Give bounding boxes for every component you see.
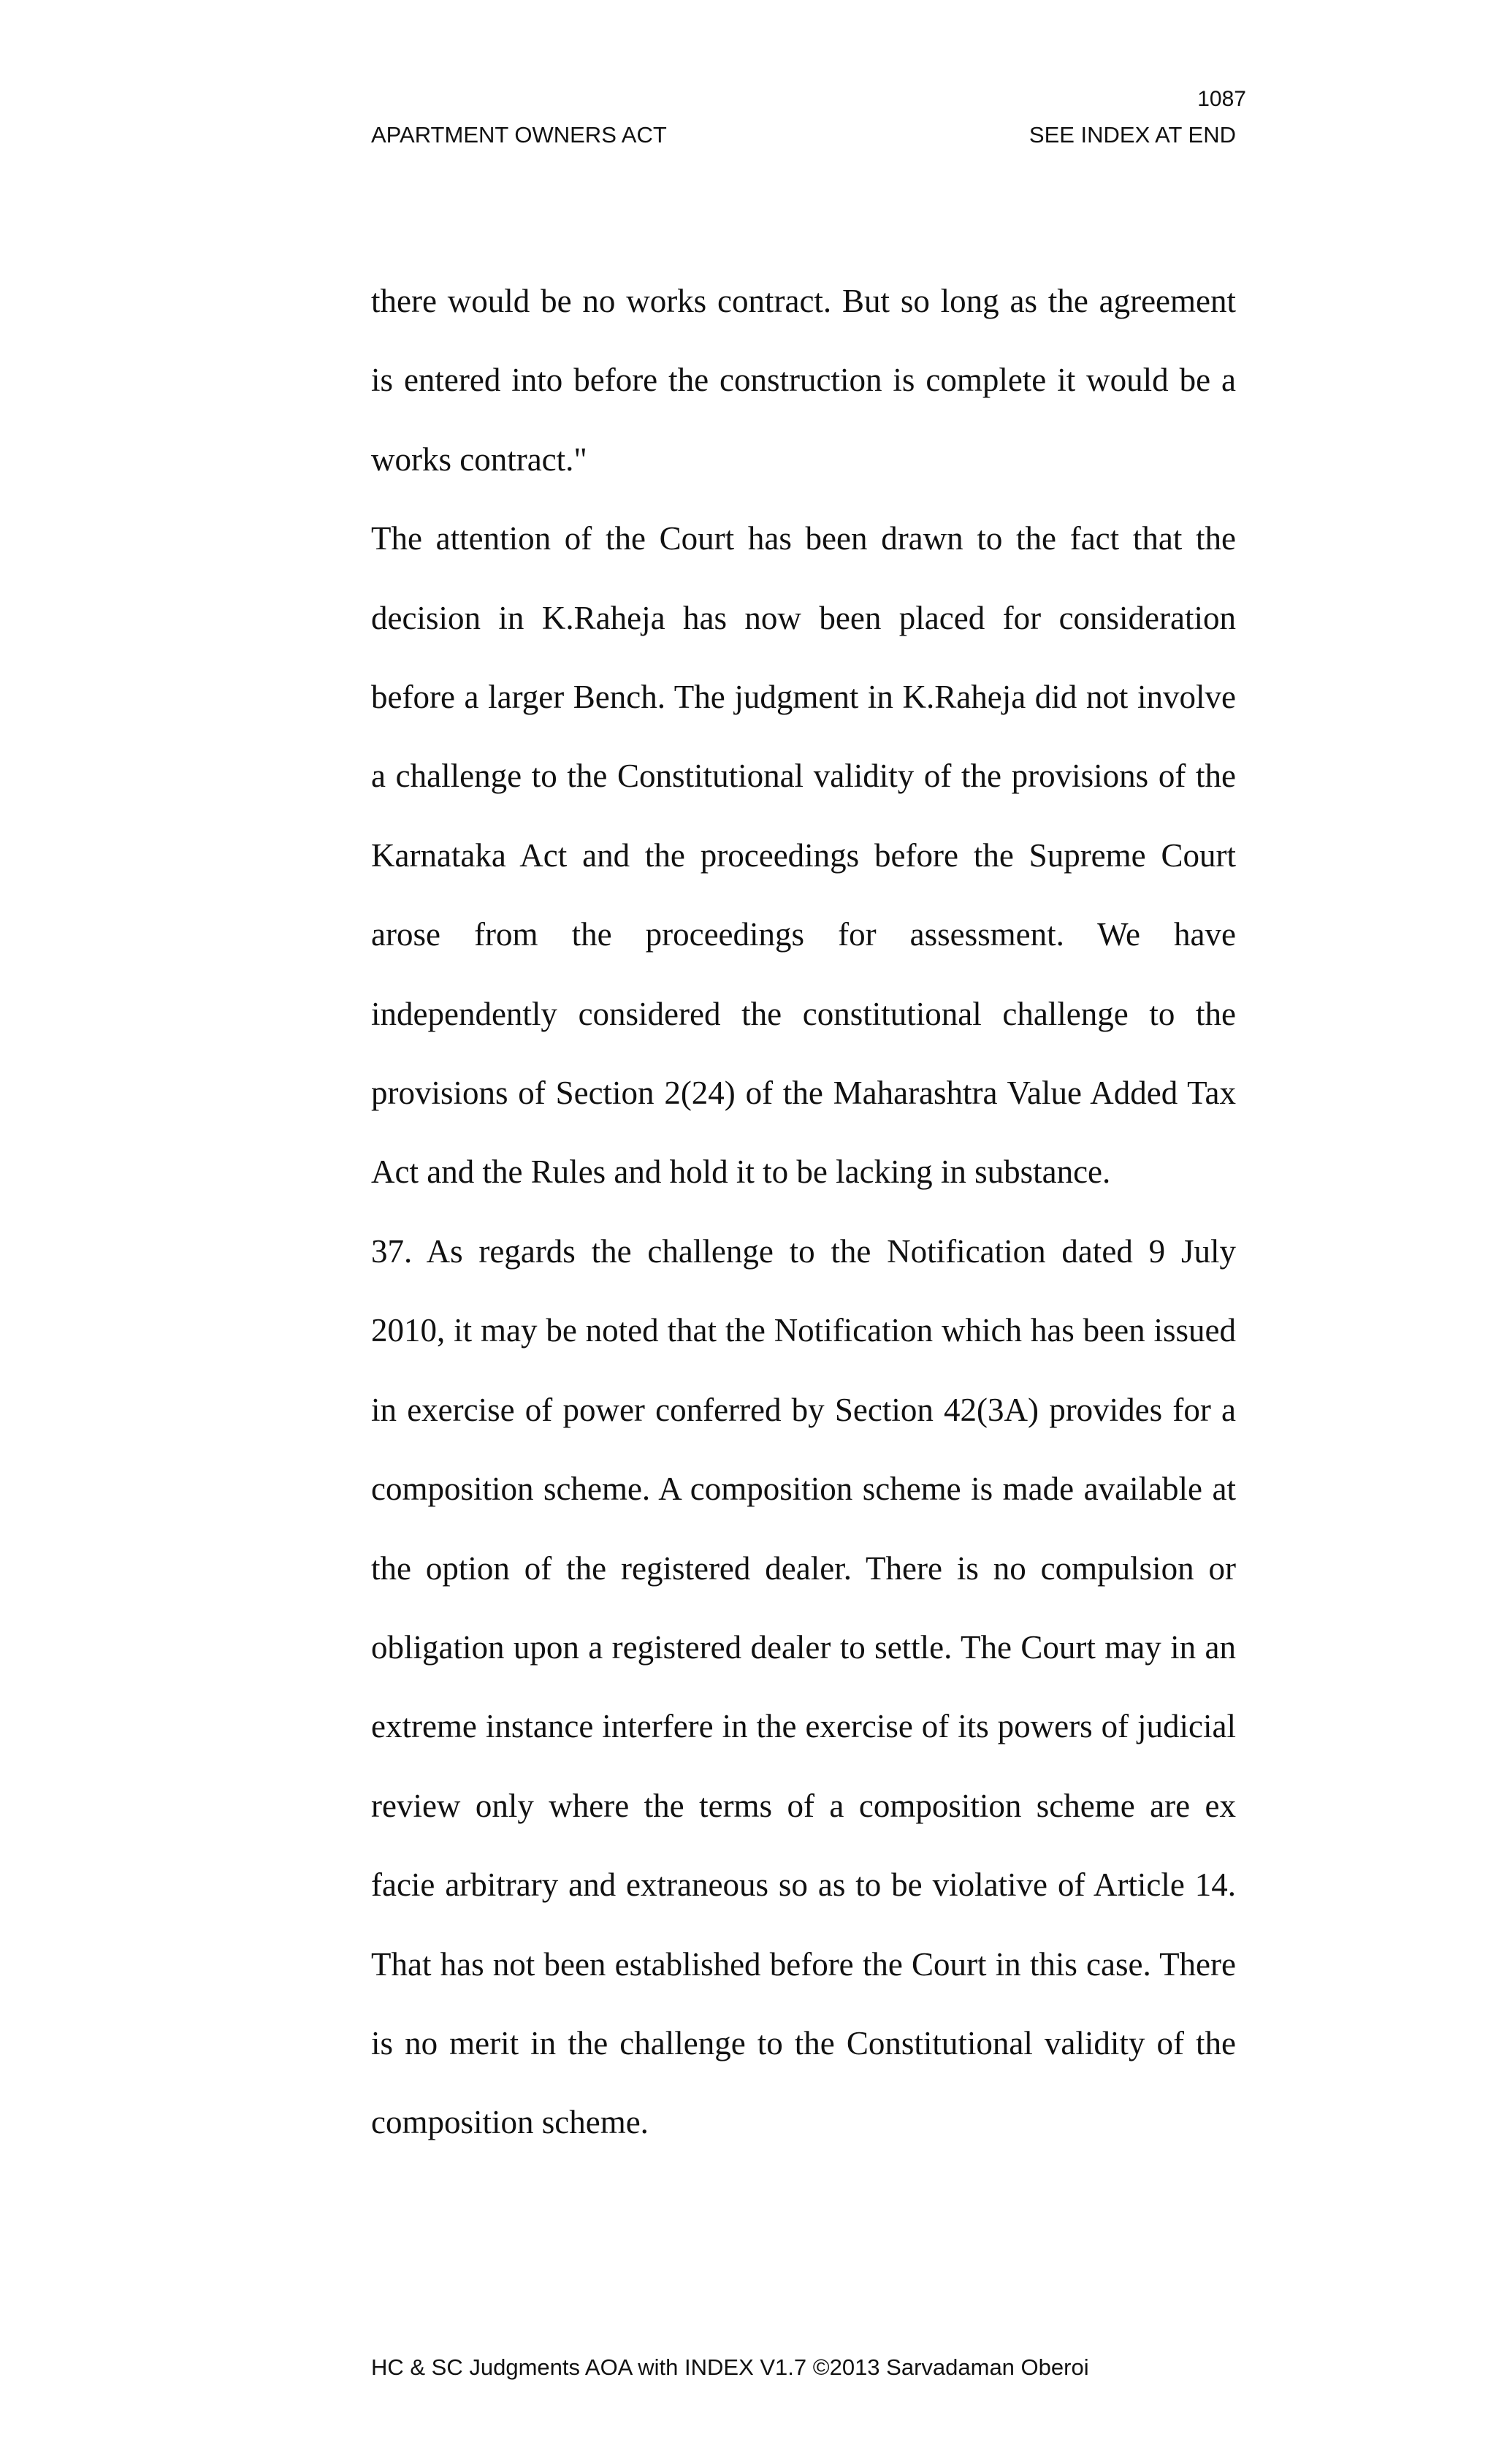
page-footer: HC & SC Judgments AOA with INDEX V1.7 ©2013 Sarvadaman Oberoi — [371, 2354, 1089, 2380]
document-body — [371, 262, 1236, 2162]
header-index-note: SEE INDEX AT END — [1028, 122, 1236, 148]
paragraph-37: 37. As regards the challenge to the Notification dated 9 July 2010, it may be noted that the Notification which has been issued in exercise of power conferred by Section 42(3A) provides for a composition scheme. A composition scheme is made available at the option of the registered dealer. There is no compulsion or obligation upon a registered dealer to settle. The Court may in an extreme instance interfere in the exercise of its powers of judicial review only where the terms of a composition scheme are ex facie arbitrary and extraneous so as to be violative of Article 14. That has not been established before the Court in this case. There is no merit in the challenge to the Constitutional validity of the composition scheme. — [371, 1232, 1236, 2141]
paragraph-quote-end: there would be no works contract. But so long as the agreement is entered into before the construction is complete it would be a works contract." — [371, 283, 1236, 478]
paragraph-raheja: The attention of the Court has been drawn to the fact that the decision in K.Raheja has now been placed for consideration before a larger Bench. The judgment in K.Raheja did not involve a challenge to the Constitutional validity of the provisions of the Karnataka Act and the proceedings before the Supreme Court arose from the proceedings for assessment. We have independently considered the constitutional challenge to the provisions of Section 2(24) of the Maharashtra Value Added Tax Act and the Rules and hold it to be lacking in substance. — [371, 520, 1236, 1191]
header-title: APARTMENT OWNERS ACT — [371, 122, 667, 148]
running-header — [371, 121, 1236, 149]
page-number: 1087 — [1197, 87, 1246, 111]
